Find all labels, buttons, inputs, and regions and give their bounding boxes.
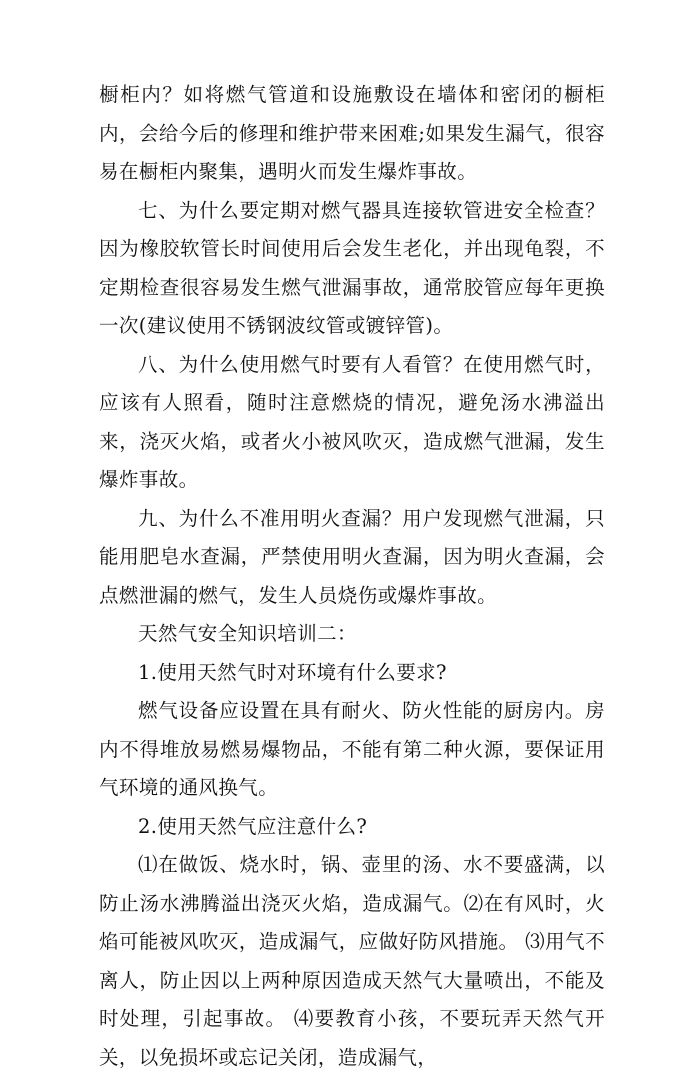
question-2-heading: 2.使用天然气应注意什么?: [138, 814, 368, 838]
paragraph-item-8-supervision: 八、为什么使用燃气时要有人看管？在使用燃气时，应该有人照看，随时注意燃烧的情况，避免汤水沸溢出来，浇灭火焰，或者火小被风吹灭，造成燃气泄漏，发生爆炸事故。: [99, 352, 605, 491]
answer-2-paragraph: ⑴在做饭、烧水时，锅、壶里的汤、水不要盛满，以防止汤水沸腾溢出浇灭火焰，造成漏气。⑵在有风时，火焰可能被风吹灭，造成漏气，应做好防风措施。 ⑶用气不离人，防止因以上两种原因造成天然气大量喷出，不能及时处理，引起事故。 ⑷要教育小孩，不要玩弄天然气开关，以免损坏或忘记关闭，造成漏气，: [99, 853, 605, 1069]
paragraph-cabinet-continuation: 橱柜内？如将燃气管道和设施敷设在墙体和密闭的橱柜内，会给今后的修理和维护带来困难;如果发生漏气，很容易在橱柜内聚集，遇明火而发生爆炸事故。: [99, 83, 605, 183]
section-heading-training-two: 天然气安全知识培训二：: [138, 622, 357, 645]
question-1-heading: 1.使用天然气时对环境有什么要求?: [138, 660, 447, 684]
paragraph-item-9-no-open-flame: 九、为什么不准用明火查漏？用户发现燃气泄漏，只能用肥皂水查漏，严禁使用明火查漏，因为明火查漏，会点燃泄漏的燃气，发生人员烧伤或爆炸事故。: [99, 506, 605, 607]
answer-1-paragraph: 燃气设备应设置在具有耐火、防火性能的厨房内。房内不得堆放易燃易爆物品，不能有第二种火源，要保证用气环境的通风换气。: [99, 699, 605, 799]
paragraph-item-7-hose-inspection: 七、为什么要定期对燃气器具连接软管进安全检查？因为橡胶软管长时间使用后会发生老化，并出现龟裂，不定期检查很容易发生燃气泄漏事故，通常胶管应每年更换一次(建议使用不锈钢波纹管或镀锌管)。: [99, 198, 605, 337]
document-body: [99, 76, 605, 1077]
